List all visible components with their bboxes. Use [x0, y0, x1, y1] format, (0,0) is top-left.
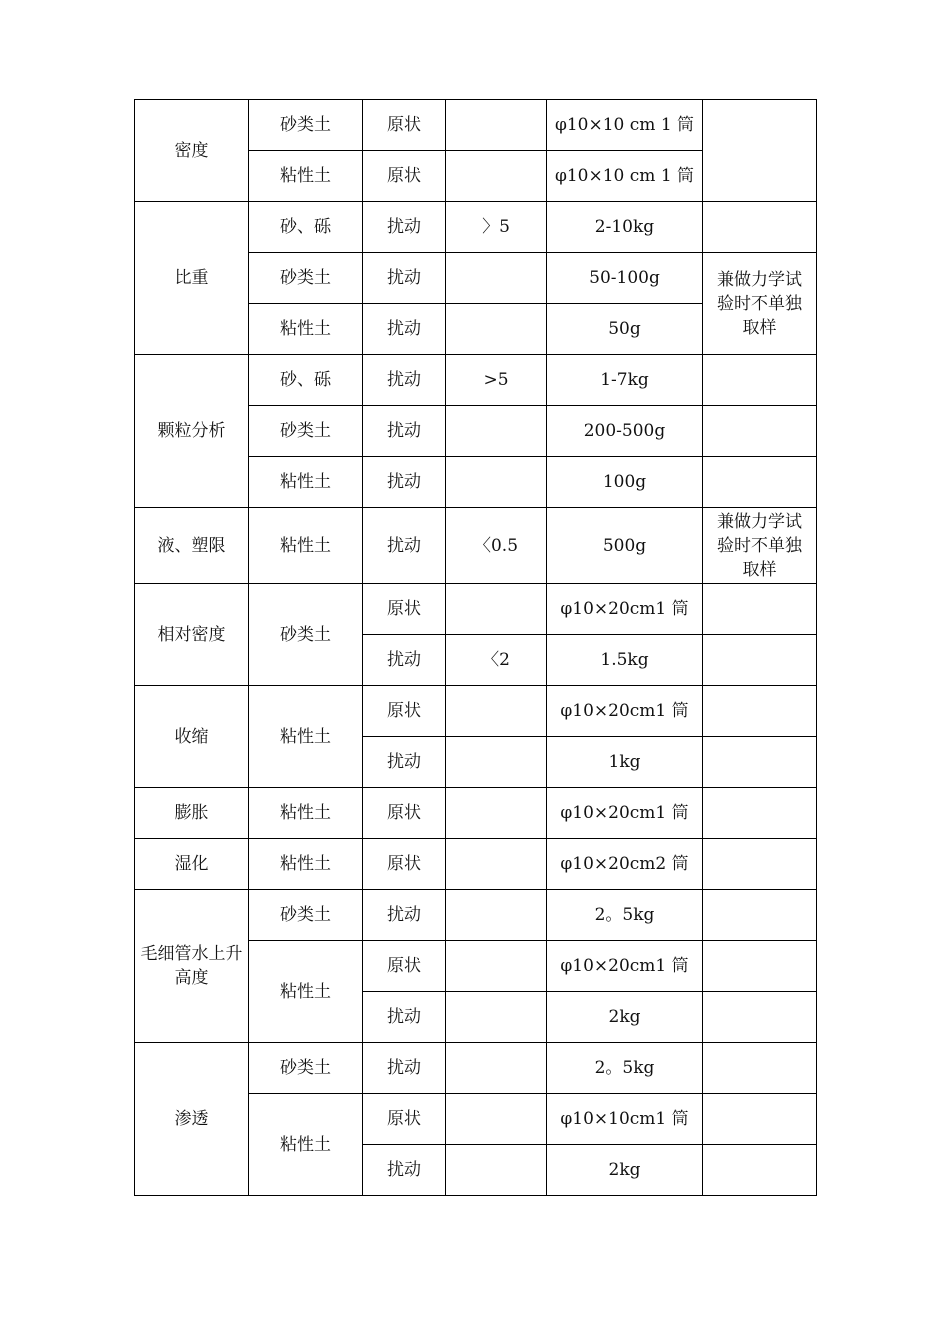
- particle-size: [446, 941, 547, 992]
- table-row: [135, 100, 817, 151]
- sample-state: 原状: [363, 941, 446, 992]
- remark: [703, 1043, 817, 1094]
- remark: [703, 202, 817, 253]
- sample-state: 原状: [363, 1094, 446, 1145]
- particle-size: [446, 737, 547, 788]
- test-item: 液、塑限: [135, 508, 249, 584]
- sample-quantity: 1.5kg: [547, 635, 703, 686]
- particle-size: [446, 992, 547, 1043]
- sample-quantity: 2。5kg: [547, 1043, 703, 1094]
- soil-type: 粘性土: [249, 839, 363, 890]
- remark: [703, 686, 817, 737]
- soil-type: 砂、砾: [249, 202, 363, 253]
- table-row: [135, 686, 817, 737]
- remark: [703, 355, 817, 406]
- soil-type: 粘性土: [249, 457, 363, 508]
- test-item: 渗透: [135, 1043, 249, 1196]
- particle-size: [446, 1043, 547, 1094]
- soil-type: 砂类土: [249, 253, 363, 304]
- soil-type: 砂类土: [249, 890, 363, 941]
- table-row: [135, 1043, 817, 1094]
- table-row: [135, 788, 817, 839]
- particle-size: [446, 304, 547, 355]
- soil-type: 砂类土: [249, 100, 363, 151]
- remark: [703, 890, 817, 941]
- particle-size: [446, 1094, 547, 1145]
- particle-size: [446, 890, 547, 941]
- soil-type: 粘性土: [249, 508, 363, 584]
- sample-state: 扰动: [363, 992, 446, 1043]
- particle-size: [446, 788, 547, 839]
- remark: 兼做力学试验时不单独取样: [703, 253, 817, 355]
- test-item: 毛细管水上升高度: [135, 890, 249, 1043]
- soil-type: 粘性土: [249, 1094, 363, 1196]
- sample-quantity: 1kg: [547, 737, 703, 788]
- sample-state: 扰动: [363, 737, 446, 788]
- sample-state: 扰动: [363, 355, 446, 406]
- remark: [703, 1094, 817, 1145]
- sample-state: 扰动: [363, 457, 446, 508]
- test-item: 比重: [135, 202, 249, 355]
- test-item: 膨胀: [135, 788, 249, 839]
- particle-size: >5: [446, 355, 547, 406]
- sample-quantity: 50-100g: [547, 253, 703, 304]
- sample-table: [134, 99, 817, 1196]
- table-row: [135, 890, 817, 941]
- soil-type: 砂类土: [249, 584, 363, 686]
- sample-quantity: φ10×20cm1 筒: [547, 584, 703, 635]
- particle-size: [446, 584, 547, 635]
- test-item: 收缩: [135, 686, 249, 788]
- sample-quantity: φ10×20cm2 筒: [547, 839, 703, 890]
- sample-quantity: 500g: [547, 508, 703, 584]
- soil-type: 砂类土: [249, 406, 363, 457]
- sample-state: 原状: [363, 100, 446, 151]
- remark: [703, 992, 817, 1043]
- remark: [703, 100, 817, 202]
- sample-quantity: φ10×20cm1 筒: [547, 686, 703, 737]
- sample-state: 扰动: [363, 1145, 446, 1196]
- soil-type: 粘性土: [249, 686, 363, 788]
- table-row: [135, 839, 817, 890]
- particle-size: [446, 1145, 547, 1196]
- sample-quantity: 2kg: [547, 1145, 703, 1196]
- sample-state: 扰动: [363, 1043, 446, 1094]
- particle-size: [446, 457, 547, 508]
- remark: [703, 839, 817, 890]
- soil-type: 粘性土: [249, 788, 363, 839]
- table-row: [135, 508, 817, 584]
- sample-quantity: 100g: [547, 457, 703, 508]
- test-item: 颗粒分析: [135, 355, 249, 508]
- remark: [703, 941, 817, 992]
- particle-size: 〈0.5: [446, 508, 547, 584]
- remark: [703, 457, 817, 508]
- particle-size: [446, 100, 547, 151]
- sample-quantity: φ10×20cm1 筒: [547, 788, 703, 839]
- sample-state: 原状: [363, 839, 446, 890]
- remark: [703, 1145, 817, 1196]
- particle-size: [446, 406, 547, 457]
- table-row: [135, 355, 817, 406]
- sample-state: 原状: [363, 788, 446, 839]
- sample-state: 扰动: [363, 253, 446, 304]
- remark: [703, 737, 817, 788]
- sample-quantity: 1-7kg: [547, 355, 703, 406]
- test-item: 湿化: [135, 839, 249, 890]
- particle-size: [446, 151, 547, 202]
- remark: [703, 584, 817, 635]
- sample-state: 扰动: [363, 202, 446, 253]
- sample-quantity: 200-500g: [547, 406, 703, 457]
- sample-quantity: φ10×10cm1 筒: [547, 1094, 703, 1145]
- remark: [703, 788, 817, 839]
- table-row: [135, 584, 817, 635]
- sample-quantity: 2kg: [547, 992, 703, 1043]
- sample-state: 扰动: [363, 508, 446, 584]
- sample-state: 原状: [363, 151, 446, 202]
- soil-type: 砂类土: [249, 1043, 363, 1094]
- soil-type: 粘性土: [249, 941, 363, 1043]
- sample-quantity: 50g: [547, 304, 703, 355]
- sample-state: 扰动: [363, 635, 446, 686]
- sample-state: 原状: [363, 686, 446, 737]
- sample-state: 原状: [363, 584, 446, 635]
- particle-size: [446, 253, 547, 304]
- soil-type: 粘性土: [249, 151, 363, 202]
- sample-state: 扰动: [363, 890, 446, 941]
- remark: [703, 406, 817, 457]
- particle-size: 〉5: [446, 202, 547, 253]
- particle-size: [446, 686, 547, 737]
- remark: 兼做力学试验时不单独取样: [703, 508, 817, 584]
- sample-quantity: 2。5kg: [547, 890, 703, 941]
- sample-quantity: φ10×10 cm 1 筒: [547, 151, 703, 202]
- sample-state: 扰动: [363, 406, 446, 457]
- sample-quantity: φ10×10 cm 1 筒: [547, 100, 703, 151]
- test-item: 密度: [135, 100, 249, 202]
- sample-state: 扰动: [363, 304, 446, 355]
- particle-size: [446, 839, 547, 890]
- sample-quantity: 2-10kg: [547, 202, 703, 253]
- sample-quantity: φ10×20cm1 筒: [547, 941, 703, 992]
- soil-type: 粘性土: [249, 304, 363, 355]
- soil-type: 砂、砾: [249, 355, 363, 406]
- remark: [703, 635, 817, 686]
- table-row: [135, 202, 817, 253]
- particle-size: 〈2: [446, 635, 547, 686]
- test-item: 相对密度: [135, 584, 249, 686]
